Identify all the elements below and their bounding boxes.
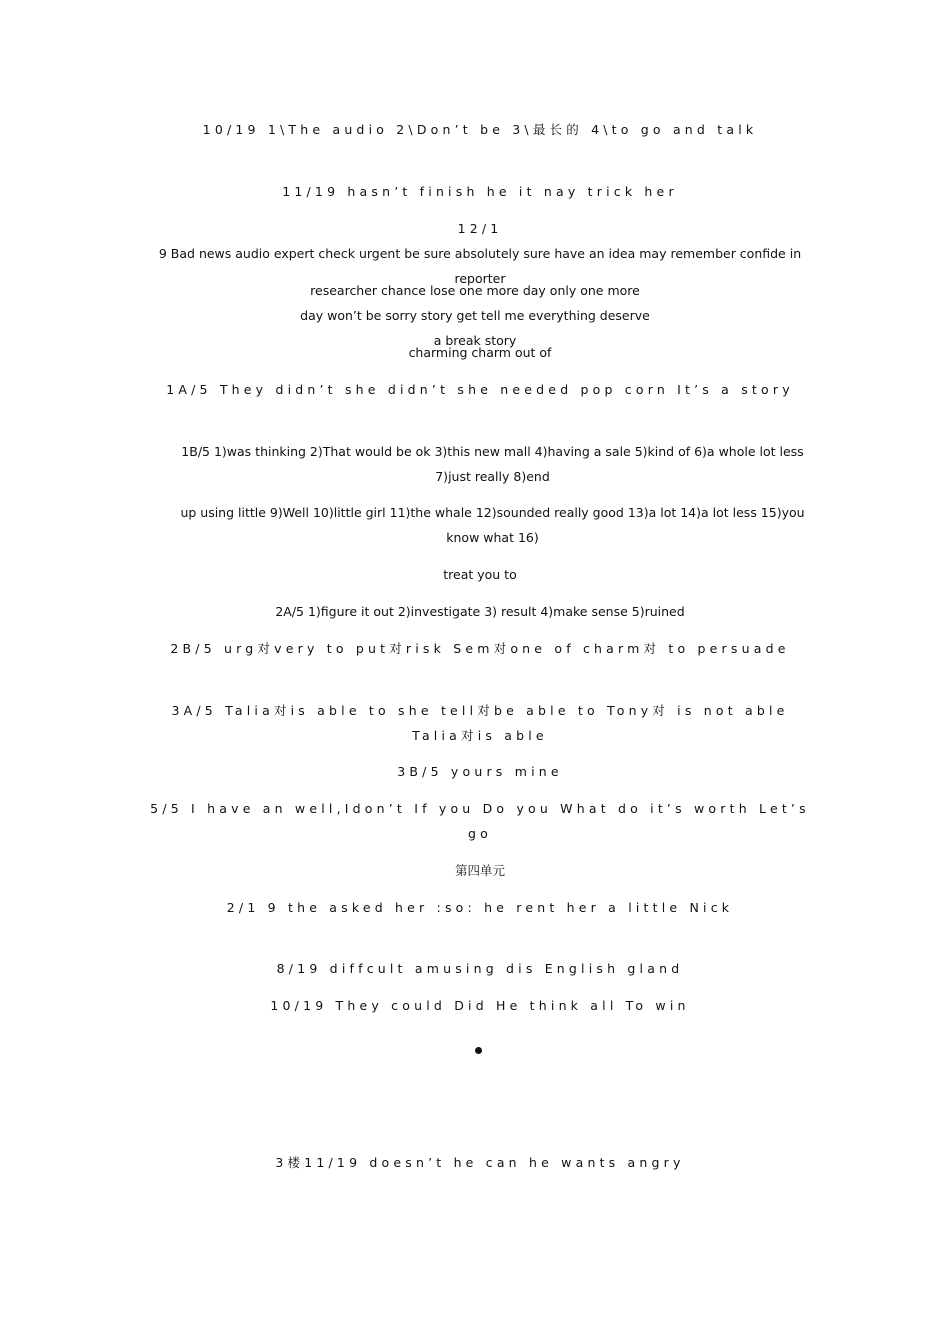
text-line-9: up using little 9)Well 10)little girl 11)the whale 12)sounded really good 13)a lot 14)a lot less 15)you know what 16) [180, 505, 805, 545]
text-line-17: 2/1 9 the asked her :so: he rent her a little Nick [226, 900, 734, 915]
text-line-3: 12/1 [457, 221, 503, 236]
text-line-18: 8/19 diffcult amusing dis English gland [276, 961, 684, 976]
text-line-2: 11/19 hasn’t finish he it nay trick her [282, 184, 678, 199]
text-line-1: 10/19 1\The audio 2\Don’t be 3\最长的 4\to go and talk [202, 122, 758, 137]
bullet-dot [475, 1047, 482, 1054]
section-heading: 第四单元 [454, 863, 505, 878]
text-line-5: researcher chance lose one more day only one more day won’t be sorry story get tell me everything deserve a break story [300, 283, 650, 348]
text-line-8: 1B/5 1)was thinking 2)That would be ok 3)this new mall 4)having a sale 5)kind of 6)a whole lot less 7)just really 8)end [181, 444, 804, 484]
text-line-4: 9 Bad news audio expert check urgent be sure absolutely sure have an idea may remember confide in reporter [158, 246, 802, 286]
text-line-19: 10/19 They could Did He think all To win [270, 998, 690, 1013]
text-line-15: 5/5 I have an well,Idon’t If you Do you What do it’s worth Let’s go [150, 801, 810, 841]
text-line-20: 3楼11/19 doesn’t he can he wants angry [275, 1155, 685, 1170]
text-line-7: 1A/5 They didn’t she didn’t she needed pop corn It’s a story [166, 382, 794, 397]
text-line-10: treat you to [443, 567, 517, 582]
text-line-12: 2B/5 urg对very to put对risk Sem对one of charm对 to persuade [170, 641, 790, 656]
text-line-11: 2A/5 1)figure it out 2)investigate 3) result 4)make sense 5)ruined [275, 604, 685, 619]
text-line-14: 3B/5 yours mine [397, 764, 563, 779]
text-line-6: charming charm out of [408, 345, 552, 360]
text-line-13: 3A/5 Talia对is able to she tell对be able to Tony对 is not able Talia对is able [171, 703, 789, 743]
